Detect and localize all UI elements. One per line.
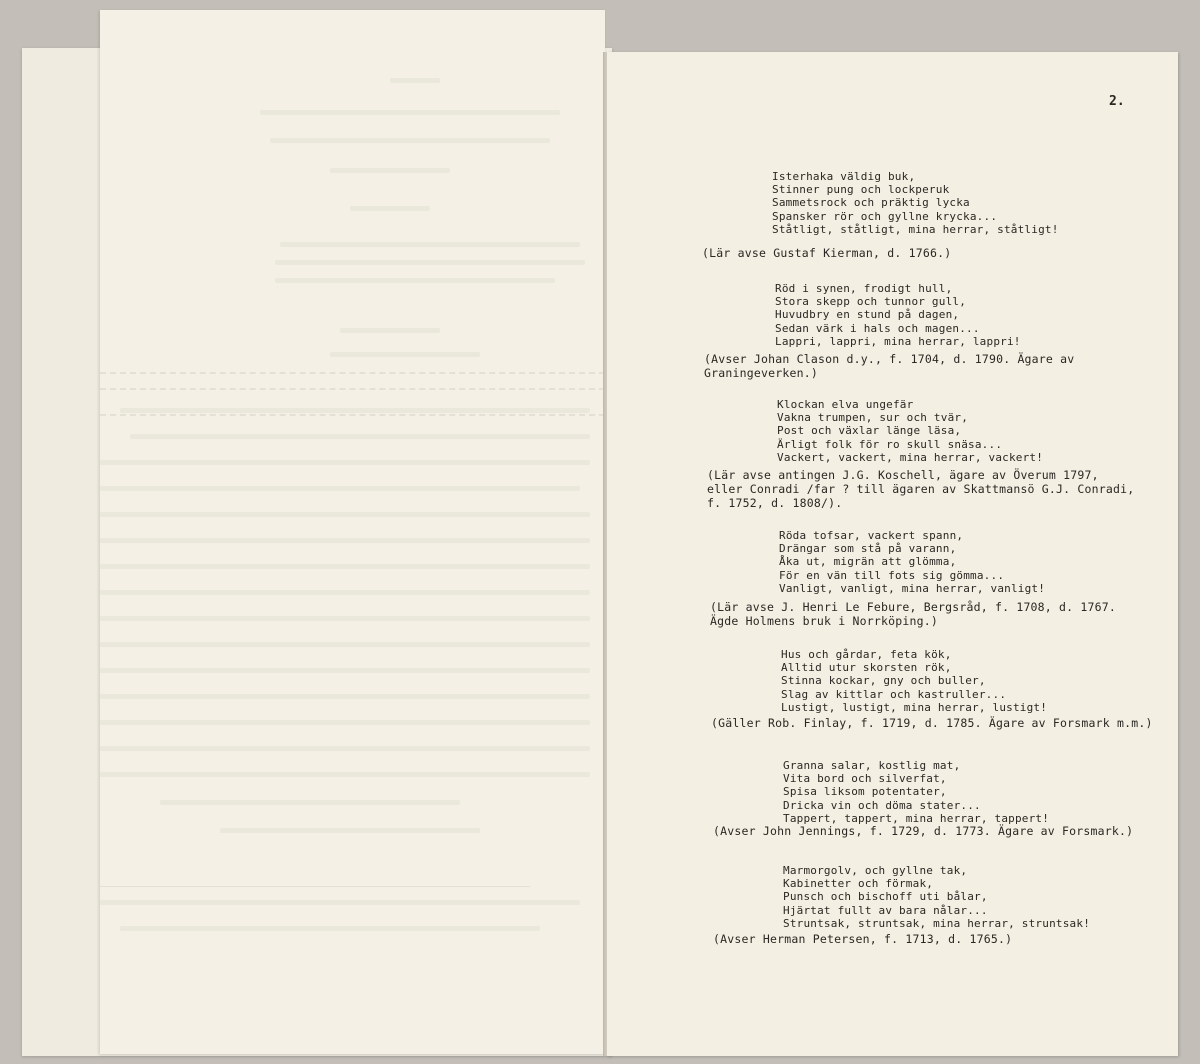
verse-line: Hjärtat fullt av bara nålar... — [783, 903, 988, 917]
verse-line: Vita bord och silverfat, — [783, 772, 947, 786]
verse-line: För en vän till fots sig gömma... — [779, 568, 1005, 582]
verse-line: Klockan elva ungefär — [777, 398, 914, 411]
verse-line: Post och växlar länge läsa, — [777, 424, 962, 438]
verse-line: Vackert, vackert, mina herrar, vackert! — [777, 450, 1044, 464]
verse-line: Stinner pung och lockperuk — [772, 183, 950, 197]
note-line: (Avser Herman Petersen, f. 1713, d. 1765.) — [713, 932, 1013, 946]
note-line: (Lär avse J. Henri Le Febure, Bergsråd, f. 1708, d. 1767. — [710, 600, 1117, 614]
note-line: (Lär avse Gustaf Kierman, d. 1766.) — [702, 246, 952, 260]
right-page — [607, 52, 1178, 1056]
note-line: (Lär avse antingen J.G. Koschell, ägare av Överum 1797, — [707, 468, 1099, 482]
verse-line: Punsch och bischoff uti bålar, — [783, 890, 988, 904]
attribution-note — [710, 600, 1116, 628]
verse-stanza — [781, 648, 1047, 714]
verse-line: Röd i synen, frodigt hull, — [775, 282, 953, 295]
verse-line: Drängar som stå på varann, — [779, 542, 957, 556]
verse-line: Struntsak, struntsak, mina herrar, struntsak! — [783, 916, 1091, 930]
verse-line: Huvudbry en stund på dagen, — [775, 308, 960, 322]
attribution-note — [707, 468, 1134, 510]
verse-stanza — [777, 398, 1043, 464]
verse-line: Isterhaka väldig buk, — [772, 170, 916, 183]
verse-line: Stora skepp och tunnor gull, — [775, 295, 967, 309]
verse-line: Granna salar, kostlig mat, — [783, 759, 961, 772]
verse-stanza — [775, 282, 1021, 348]
verse-line: Röda tofsar, vackert spann, — [779, 529, 964, 542]
verse-stanza — [779, 529, 1045, 595]
verse-stanza — [783, 759, 1049, 825]
attribution-note — [713, 824, 1133, 838]
verse-line: Ståtligt, ståtligt, mina herrar, ståtligt! — [772, 222, 1059, 236]
note-line: f. 1752, d. 1808/). — [707, 496, 843, 510]
verse-line: Alltid utur skorsten rök, — [781, 661, 952, 675]
verse-line: Sammetsrock och präktig lycka — [772, 196, 970, 210]
attribution-note — [713, 932, 1012, 946]
verse-line: Vakna trumpen, sur och tvär, — [777, 411, 969, 425]
attribution-note — [704, 352, 1074, 380]
verse-line: Tappert, tappert, mina herrar, tappert! — [783, 811, 1050, 825]
verse-line: Spisa liksom potentater, — [783, 785, 947, 799]
note-line: (Avser John Jennings, f. 1729, d. 1773. Ägare av Forsmark.) — [713, 824, 1134, 838]
verse-stanza — [783, 864, 1090, 930]
verse-line: Ärligt folk för ro skull snäsa... — [777, 437, 1003, 451]
verse-line: Kabinetter och förmak, — [783, 877, 934, 891]
verse-line: Vanligt, vanligt, mina herrar, vanligt! — [779, 581, 1046, 595]
verse-line: Slag av kittlar och kastruller... — [781, 687, 1007, 701]
verse-stanza — [772, 170, 1059, 236]
note-line: (Gäller Rob. Finlay, f. 1719, d. 1785. Ägare av Forsmark m.m.) — [711, 716, 1153, 730]
left-page — [100, 10, 605, 1054]
verse-line: Åka ut, migrän att glömma, — [779, 555, 957, 569]
verse-line: Spansker rör och gyllne krycka... — [772, 209, 998, 223]
verse-line: Lappri, lappri, mina herrar, lappri! — [775, 334, 1021, 348]
note-line: Graningeverken.) — [704, 366, 818, 380]
attribution-note — [702, 246, 951, 260]
verse-line: Hus och gårdar, feta kök, — [781, 648, 952, 661]
verse-line: Lustigt, lustigt, mina herrar, lustigt! — [781, 700, 1048, 714]
note-line: Ägde Holmens bruk i Norrköping.) — [710, 614, 938, 628]
note-line: (Avser Johan Clason d.y., f. 1704, d. 1790. Ägare av — [704, 352, 1075, 366]
verse-line: Marmorgolv, och gyllne tak, — [783, 864, 968, 877]
verse-line: Sedan värk i hals och magen... — [775, 321, 980, 335]
verse-line: Dricka vin och döma stater... — [783, 798, 981, 812]
note-line: eller Conradi /far ? till ägaren av Skattmansö G.J. Conradi, — [707, 482, 1135, 496]
attribution-note — [711, 716, 1153, 730]
verse-line: Stinna kockar, gny och buller, — [781, 674, 986, 688]
page-number: 2. — [1109, 94, 1125, 109]
